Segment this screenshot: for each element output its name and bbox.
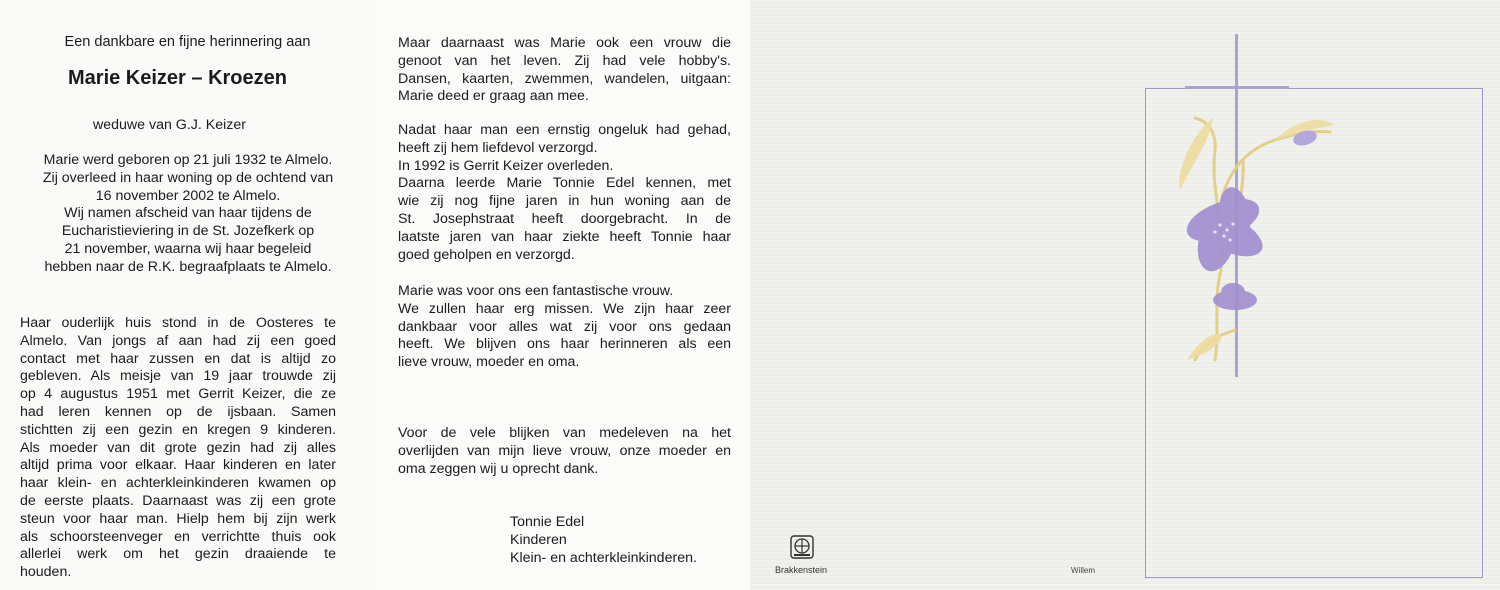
- text-line: heeft zij hem liefdevol verzorgd.: [398, 139, 598, 156]
- text-line: oma zeggen wij u oprecht dank.: [398, 460, 599, 477]
- small-purple-flower: [1213, 283, 1257, 310]
- signatures: [510, 514, 697, 567]
- signature-line: Kinderen: [510, 531, 567, 548]
- text-line: dankbaar voor alles wat zij voor ons gedaan: [398, 318, 731, 335]
- story-line: Haar ouderlijk huis stond in de Oosteres te: [20, 315, 336, 331]
- story-line: houden.: [20, 564, 72, 581]
- story-line: had leren kennen op de ijsbaan. Samen: [20, 403, 336, 420]
- story-line: Almelo. Van jongs af aan had zij een goed: [20, 332, 336, 349]
- artist-signature: Willem: [1071, 566, 1095, 575]
- text-line: laatste jaren van haar ziekte heeft Tonnie haar: [398, 228, 731, 245]
- story-line: Als moeder van dit grote gezin had zij alles: [20, 439, 336, 456]
- text-line: goed geholpen en verzorgd.: [398, 246, 575, 263]
- story-line: steun voor haar man. Hielp hem bij zijn werk: [20, 510, 336, 527]
- story-line: op 4 augustus 1951 met Gerrit Keizer, die ze: [20, 386, 336, 403]
- story-line: allerlei werk om het gezin draaiende te: [20, 546, 336, 563]
- bio-paragraph: [18, 152, 358, 277]
- text-line: Marie was voor ons een fantastische vrouw.: [398, 283, 674, 299]
- cross-with-flowers-illustration: [1125, 0, 1500, 590]
- bio-line: Marie werd geboren op 21 juli 1932 te Almelo.: [43, 152, 333, 168]
- story-paragraph: [20, 315, 336, 582]
- publisher-name: Brakkenstein: [775, 565, 828, 575]
- story-line: gebleven. Als meisje van 19 jaar trouwde zij: [20, 368, 336, 385]
- deceased-name: Marie Keizer – Kroezen: [68, 67, 287, 89]
- cross-horizontal-bar: [1185, 86, 1289, 89]
- story-line: als schoorsteenveger en verrichtte thuis ook: [20, 528, 336, 545]
- text-line: lieve vrouw, moeder en oma.: [398, 354, 580, 371]
- bio-line: Wij namen afscheid van haar tijdens de: [64, 205, 312, 222]
- story-line: stichtten zij een gezin en kregen 9 kinderen.: [20, 421, 336, 438]
- text-line: Daarna leerde Marie Tonnie Edel kennen, met: [398, 175, 731, 192]
- tribute-paragraph: [398, 283, 731, 372]
- bio-line: 16 november 2002 te Almelo.: [95, 187, 281, 204]
- thanks-paragraph: [398, 425, 731, 478]
- text-line: Nadat haar man een ernstig ongeluk had gehad,: [398, 122, 731, 138]
- bio-line: Zij overleed in haar woning op de ochtend van: [42, 169, 334, 186]
- text-line: Voor de vele blijken van medeleven na het: [398, 425, 731, 441]
- bio-line: Eucharistieviering in de St. Jozefkerk op: [61, 223, 315, 240]
- story-line: altijd prima voor elkaar. Haar kinderen en later: [20, 457, 336, 474]
- hobbies-paragraph: [398, 35, 731, 106]
- story-line: de eerste plaats. Daarnaast was zij een grote: [20, 492, 336, 509]
- text-line: St. Josephstraat heeft doorgebracht. In de: [398, 210, 731, 227]
- text-line: We zullen haar erg missen. We zijn haar zeer: [398, 300, 731, 317]
- text-line: Marie deed er graag aan mee.: [398, 88, 589, 105]
- signature-line: Tonnie Edel: [510, 514, 585, 530]
- text-line: In 1992 is Gerrit Keizer overleden.: [398, 157, 614, 174]
- story-line: haar klein- en achterkleinkinderen kwamen op: [20, 475, 336, 492]
- later-life-paragraph: [398, 122, 731, 264]
- purple-lily: [1181, 185, 1269, 276]
- text-line: heeft. We blijven ons haar herinneren als een: [398, 336, 731, 353]
- widow-line: weduwe van G.J. Keizer: [93, 117, 246, 133]
- bio-line: hebben naar de R.K. begraafplaats te Almelo.: [44, 258, 332, 275]
- signature-line: Klein- en achterkleinkinderen.: [510, 549, 697, 566]
- text-line: overlijden van mijn lieve vrouw, onze moeder en: [398, 442, 731, 459]
- text-line: wie zij nog fijne jaren in hun woning aan de: [398, 193, 731, 210]
- intro-line: Een dankbare en fijne herinnering aan: [64, 34, 311, 50]
- left-page: [0, 0, 375, 590]
- text-line: genoot van het leven. Zij had vele hobby's.: [398, 52, 731, 69]
- story-line: contact met haar zussen en dat is altijd zo: [20, 350, 336, 367]
- text-line: Maar daarnaast was Marie ook een vrouw die: [398, 35, 731, 51]
- text-line: Dansen, kaarten, zwemmen, wandelen, uitgaan:: [398, 70, 731, 87]
- publisher-logo-icon: [790, 535, 814, 559]
- back-page: [750, 0, 1125, 590]
- bio-line: 21 november, waarna wij haar begeleid: [64, 240, 312, 257]
